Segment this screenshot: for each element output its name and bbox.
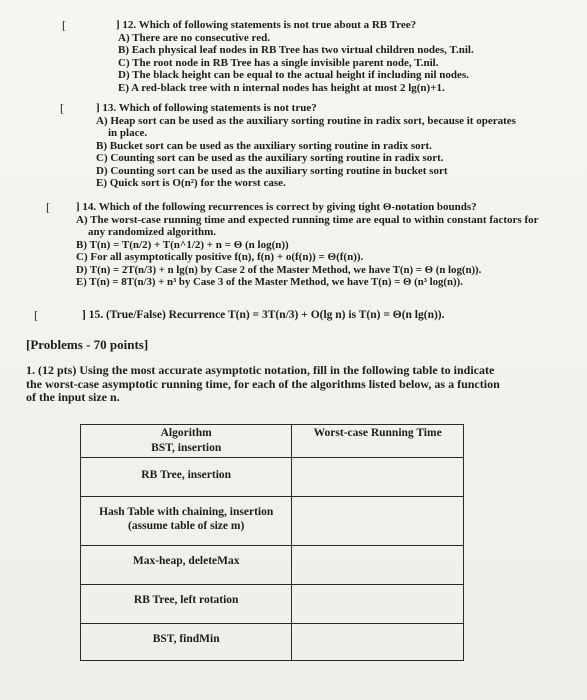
table-row-2-runtime[interactable]	[292, 458, 464, 497]
table-cell-algorithm	[81, 585, 292, 624]
q14-option-a: A) The worst-case running time and expected running time are equal to within constant factors for any randomized algorithm.	[76, 213, 539, 238]
question-13-text: ] 13. Which of following statements is not true?	[96, 102, 317, 114]
problems-section-title: [Problems - 70 points]	[26, 337, 149, 352]
table-cell-runtime-header	[292, 425, 464, 458]
q14-option-e: E) T(n) = 8T(n/3) + n³ by Case 3 of the Master Method, we have T(n) = Θ (n³ log(n)).	[76, 276, 463, 288]
q12-option-a: A) There are no consecutive red.	[118, 31, 270, 44]
q13-option-d: D) Counting sort can be used as the auxiliary sorting routine in bucket sort	[96, 164, 448, 177]
q13-answer-bracket[interactable]: [	[60, 101, 64, 115]
question-12-text: ] 12. Which of following statements is not true about a RB Tree?	[116, 19, 417, 31]
runtime-table	[80, 424, 464, 661]
q13-option-b: B) Bucket sort can be used as the auxiliary sorting routine in radix sort.	[96, 139, 432, 152]
q12-option-e: E) A red-black tree with n internal nodes has height at most 2 lg(n)+1.	[118, 81, 445, 94]
problem-1-text: 1. (12 pts) Using the most accurate asymptotic notation, fill in the following table to indicate the worst-case asymptotic running time, for each of the algorithms listed below, as a function of the input size n.	[26, 363, 500, 404]
question-15-text: ] 15. (True/False) Recurrence T(n) = 3T(n/3) + O(lg n) is T(n) = Θ(n lg(n)).	[82, 309, 445, 321]
q14-answer-bracket[interactable]: [	[46, 200, 50, 214]
q12-option-b: B) Each physical leaf nodes in RB Tree has two virtual children nodes, T.nil.	[118, 44, 474, 56]
table-row	[81, 497, 464, 546]
table-cell-algorithm	[81, 546, 292, 585]
table-cell-algorithm	[81, 624, 292, 661]
table-cell-algorithm	[81, 497, 292, 546]
algorithm-header: Algorithm	[160, 427, 212, 439]
table-row-6-algorithm: BST, findMin	[152, 633, 220, 645]
q12-option-d: D) The black height can be equal to the actual height if including nil nodes.	[118, 69, 469, 81]
table-row	[81, 585, 464, 624]
q13-option-e: E) Quick sort is O(n²) for the worst case.	[96, 177, 286, 189]
q15-answer-bracket[interactable]: [	[34, 308, 38, 322]
table-cell-algorithm	[81, 458, 292, 497]
table-cell-algorithm-header	[81, 425, 292, 458]
q14-option-b: B) T(n) = T(n/2) + T(n^1/2) + n = Θ (n log(n))	[76, 238, 289, 251]
table-row-1-runtime[interactable]	[292, 440, 463, 441]
question-14-text: ] 14. Which of the following recurrences is correct by giving tight Θ-notation bounds?	[76, 201, 477, 213]
table-row-1-algorithm: BST, insertion	[151, 442, 222, 454]
q14-option-c: C) For all asymptotically positive f(n), f(n) + o(f(n)) = Θ(f(n)).	[76, 251, 364, 263]
table-row	[81, 546, 464, 585]
question-14	[76, 201, 546, 289]
q13-option-c: C) Counting sort can be used as the auxiliary sorting routine in radix sort.	[96, 152, 444, 164]
question-13	[96, 102, 526, 190]
q14-option-d: D) T(n) = 2T(n/3) + n lg(n) by Case 2 of the Master Method, we have T(n) = Θ (n log(n)).	[76, 263, 482, 276]
table-row-3-algorithm: Hash Table with chaining, insertion (assume table of size m)	[99, 506, 274, 532]
table-row-5-algorithm: RB Tree, left rotation	[133, 594, 239, 606]
table-row-4-algorithm: Max-heap, deleteMax	[132, 555, 240, 567]
q12-option-c: C) The root node in RB Tree has a single invisible parent node, T.nil.	[118, 56, 439, 69]
q13-option-a: A) Heap sort can be used as the auxiliary sorting routine in radix sort, because it operates in place.	[96, 114, 516, 139]
table-row	[81, 458, 464, 497]
runtime-header: Worst-case Running Time	[313, 427, 442, 439]
table-header-row	[81, 425, 464, 458]
q12-answer-bracket[interactable]: [	[62, 18, 66, 32]
table-row-4-runtime[interactable]	[292, 546, 464, 585]
table-row-6-runtime[interactable]	[292, 624, 464, 661]
question-12	[116, 19, 556, 94]
table-row-3-runtime[interactable]	[292, 497, 464, 546]
question-15	[82, 309, 552, 322]
table-row-5-runtime[interactable]	[292, 585, 464, 624]
table-row-2-algorithm: RB Tree, insertion	[141, 469, 232, 481]
table-row	[81, 624, 464, 661]
